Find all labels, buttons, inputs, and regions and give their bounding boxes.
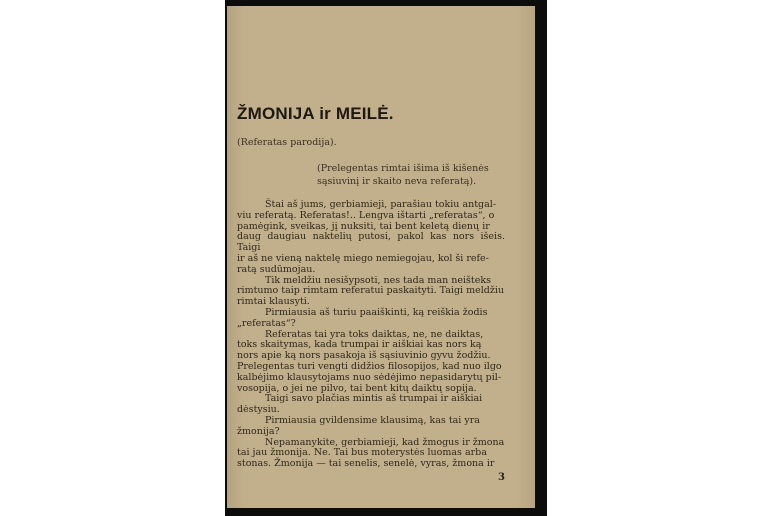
- text-line: Referatas tai yra toks daiktas, ne, ne daiktas,: [265, 328, 484, 340]
- subtitle: (Referatas parodija).: [237, 137, 337, 148]
- text-line: Pirmiausia gvildensime klausimą, kas tai yra: [265, 414, 480, 426]
- text-line: daug daugiau naktelių putosi, pakol kas nors išeis. Taigi: [237, 231, 505, 254]
- stage-direction: (Prelegentas rimtai išima iš kišenės sąsiuvinį ir skaito neva referatą).: [317, 163, 489, 187]
- text-line: Nepamanykite, gerbiamieji, kad žmogus ir žmona: [265, 436, 505, 448]
- text-line: rimtai klausyti.: [237, 296, 310, 308]
- text-line: kalbėjimo klausytojams nuo sėdėjimo nepasidarytų pil-: [237, 371, 502, 383]
- text-line: dėstysiu.: [237, 404, 280, 416]
- text-line: tai jau žmonija. Ne. Tai bus moterystės luomas arba: [237, 447, 487, 459]
- text-line: vosopija, o jei ne pilvo, tai bent kitų daiktų sopija.: [237, 382, 477, 394]
- text-line: „referatas“?: [237, 317, 296, 329]
- body-text: [237, 200, 505, 470]
- book-page: [227, 6, 535, 508]
- text-line: ratą sudūmojau.: [237, 263, 316, 275]
- text-line: stonas. Žmonija — tai senelis, senelė, vyras, žmona ir: [237, 458, 495, 470]
- text-line: Štai aš jums, gerbiamieji, parašiau tokiu antgal-: [265, 199, 497, 210]
- text-line: ir aš ne vieną naktelę miego nemiegojau, kol ši refe-: [237, 252, 489, 264]
- text-line: Prelegentas turi vengti didžios filosopijos, kad nuo ilgo: [237, 360, 502, 372]
- page-number: 3: [498, 472, 505, 483]
- text-line: pamėgink, sveikas, jį nuksiti, tai bent keletą dienų ir: [237, 220, 490, 232]
- text-line: Tik meldžiu nesišypsoti, nes tada man neišteks: [265, 274, 491, 286]
- text-line: Pirmiausia aš turiu paaiškinti, ką reiškia žodis: [265, 306, 488, 318]
- text-line: Taigi savo plačias mintis aš trumpai ir aiškiai: [265, 393, 483, 405]
- text-line: nors apie ką nors pasakoja iš sąsiuvinio gyvu žodžiu.: [237, 350, 491, 362]
- text-line: rimtumo taip rimtam referatui paskaityti. Taigi meldžiu: [237, 285, 505, 297]
- text-line: toks skaitymas, kada trumpai ir aiškiai kas nors ką: [237, 339, 482, 351]
- text-line: žmonija?: [237, 425, 280, 437]
- page-title: ŽMONIJA ir MEILĖ.: [237, 104, 394, 123]
- text-line: viu referatą. Referatas!.. Lengva ištarti „referatas“, o: [237, 209, 495, 221]
